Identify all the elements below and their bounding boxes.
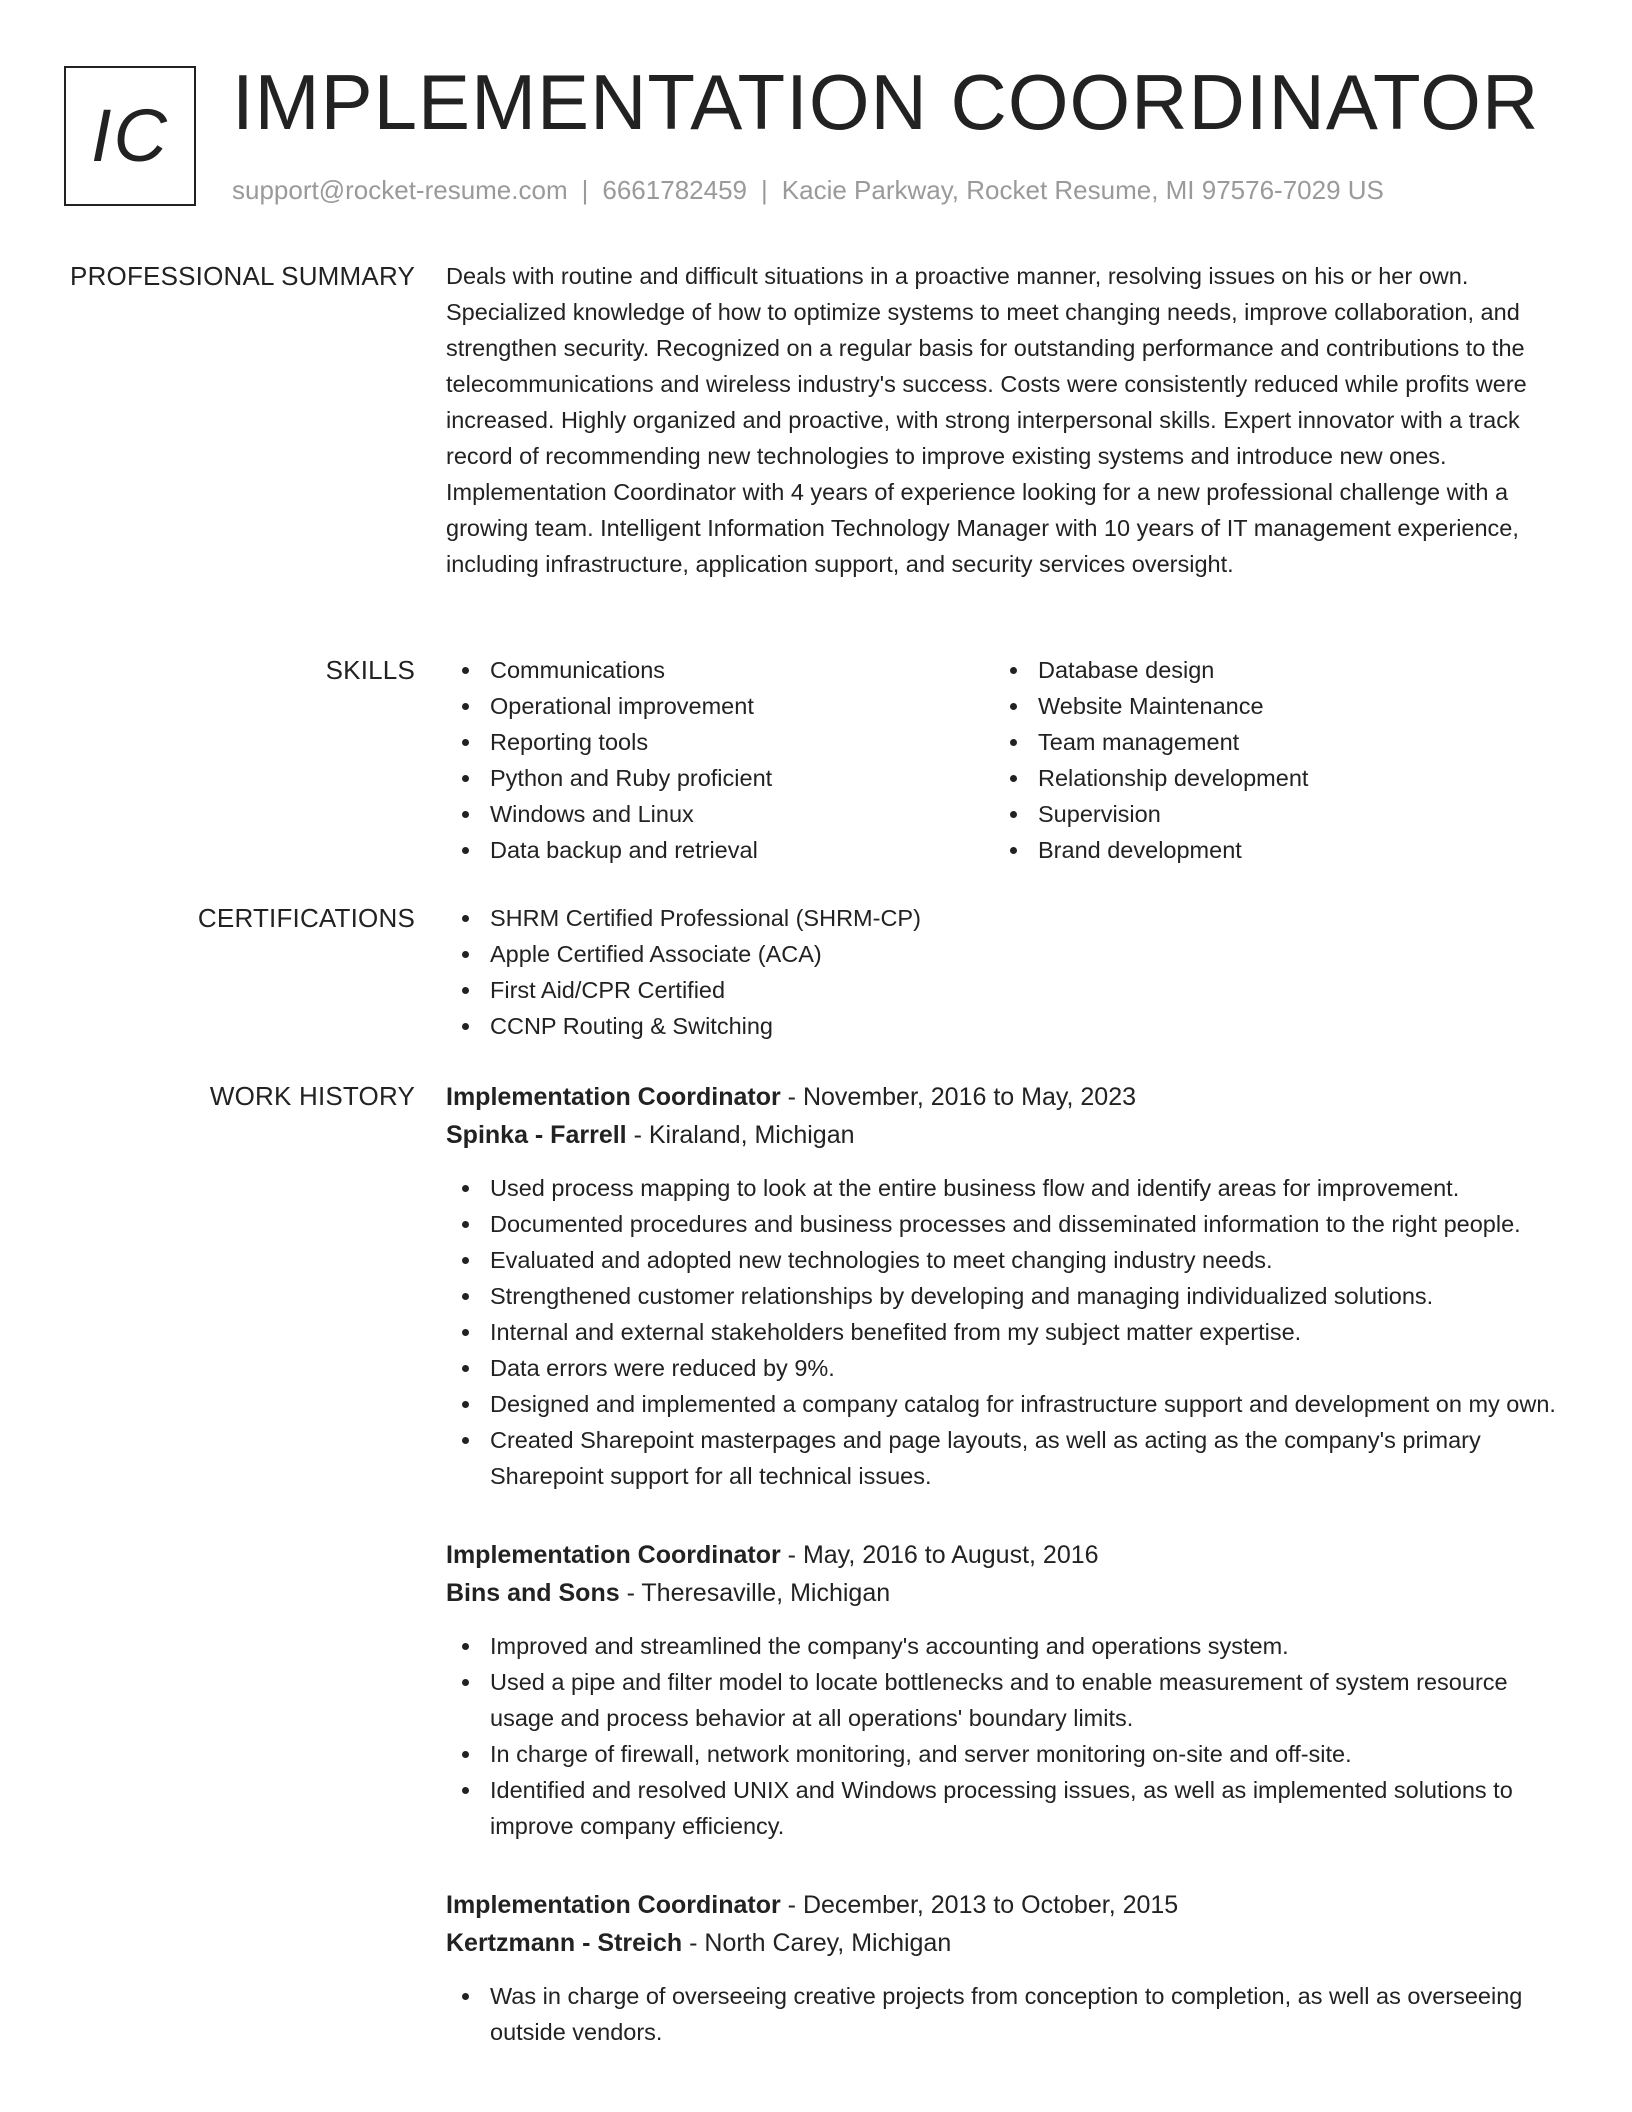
job-title-line (446, 1536, 1566, 1574)
job-bullet: Data errors were reduced by 9%. (446, 1350, 1566, 1386)
skill-item: Relationship development (994, 760, 1542, 796)
skill-item: Reporting tools (446, 724, 994, 760)
section-label-work-history: WORK HISTORY (209, 1081, 415, 1111)
job-bullet: Identified and resolved UNIX and Windows processing issues, as well as implemented solutions to improve company efficiency. (446, 1772, 1566, 1844)
job-bullet: Improved and streamlined the company's accounting and operations system. (446, 1628, 1566, 1664)
job-company-line (446, 1116, 1566, 1154)
job-dates: - November, 2016 to May, 2023 (780, 1083, 1137, 1111)
certifications-list (446, 900, 1566, 1044)
job-bullet: Used process mapping to look at the entire business flow and identify areas for improvement. (446, 1170, 1566, 1206)
job-title-line (446, 1078, 1566, 1116)
contact-email[interactable]: support@rocket-resume.com (232, 175, 568, 205)
job-title: Implementation Coordinator (446, 1083, 781, 1111)
skill-item: Database design (994, 652, 1542, 688)
certifications-body (446, 900, 1566, 1044)
resume-title: IMPLEMENTATION COORDINATOR (232, 58, 1540, 146)
contact-separator: | (761, 175, 768, 205)
skill-item: Data backup and retrieval (446, 832, 994, 868)
skill-item: Team management (994, 724, 1542, 760)
job-company-line (446, 1924, 1566, 1962)
certification-item: Apple Certified Associate (ACA) (446, 936, 1566, 972)
certification-item: First Aid/CPR Certified (446, 972, 1566, 1008)
contact-address: Kacie Parkway, Rocket Resume, MI 97576-7029 US (781, 175, 1384, 205)
contact-separator: | (581, 175, 589, 205)
job-bullet: Internal and external stakeholders benefited from my subject matter expertise. (446, 1314, 1566, 1350)
job-dates: - December, 2013 to October, 2015 (780, 1891, 1179, 1919)
job-bullet: In charge of firewall, network monitoring, and server monitoring on-site and off-site. (446, 1736, 1566, 1772)
job-location: - Kiraland, Michigan (626, 1121, 855, 1149)
job-bullets (446, 1628, 1566, 1844)
job-bullet: Strengthened customer relationships by developing and managing individualized solutions. (446, 1278, 1566, 1314)
job-bullet: Documented procedures and business processes and disseminated information to the right people. (446, 1206, 1566, 1242)
job-company: Bins and Sons (446, 1579, 620, 1607)
job-bullet: Used a pipe and filter model to locate bottlenecks and to enable measurement of system resource usage and process behavior at all operations' boundary limits. (446, 1664, 1566, 1736)
skill-item: Windows and Linux (446, 796, 994, 832)
job-location: - Theresaville, Michigan (619, 1579, 891, 1607)
job-entry (446, 1078, 1566, 1494)
skill-item: Python and Ruby proficient (446, 760, 994, 796)
skill-item: Website Maintenance (994, 688, 1542, 724)
skills-list-left (446, 652, 994, 868)
job-dates: - May, 2016 to August, 2016 (780, 1541, 1099, 1569)
job-company: Spinka - Farrell (446, 1121, 627, 1149)
job-title: Implementation Coordinator (446, 1891, 781, 1919)
section-label-skills: SKILLS (325, 655, 415, 685)
section-label-certifications: CERTIFICATIONS (197, 903, 415, 933)
work-history-body (446, 1078, 1566, 2092)
contact-phone[interactable]: 6661782459 (602, 175, 747, 205)
job-bullets (446, 1978, 1566, 2050)
skill-item: Supervision (994, 796, 1542, 832)
job-company-line (446, 1574, 1566, 1612)
job-bullet: Created Sharepoint masterpages and page layouts, as well as acting as the company's primary Sharepoint support for all technical issues. (446, 1422, 1566, 1494)
job-bullet: Designed and implemented a company catalog for infrastructure support and development on my own. (446, 1386, 1566, 1422)
skills-body (446, 652, 1566, 868)
skills-list-right (994, 652, 1542, 868)
certification-item: SHRM Certified Professional (SHRM-CP) (446, 900, 1566, 936)
job-entry (446, 1536, 1566, 1844)
skill-item: Communications (446, 652, 994, 688)
job-title-line (446, 1886, 1566, 1924)
monogram-box (64, 66, 196, 206)
job-bullet: Evaluated and adopted new technologies to meet changing industry needs. (446, 1242, 1566, 1278)
job-entry (446, 1886, 1566, 2050)
skill-item: Brand development (994, 832, 1542, 868)
job-location: - North Carey, Michigan (682, 1929, 952, 1957)
summary-text: Deals with routine and difficult situations in a proactive manner, resolving issues on his or her own. Specialized knowledge of how to optimize systems to meet changing needs, improve collaboration, and strengthen security. Recognized on a regular basis for outstanding performance and contributions to the telecommunications and wireless industry's success. Costs were consistently reduced while profits were increased. Highly organized and proactive, with strong interpersonal skills. Expert innovator with a track record of recommending new technologies to improve existing systems and introduce new ones. Implementation Coordinator with 4 years of experience looking for a new professional challenge with a growing team. Intelligent Information Technology Manager with 10 years of IT management experience, including infrastructure, application support, and security services oversight. (446, 263, 1527, 577)
job-bullet: Was in charge of overseeing creative projects from conception to completion, as well as overseeing outside vendors. (446, 1978, 1566, 2050)
job-company: Kertzmann - Streich (446, 1929, 683, 1957)
section-label-summary: PROFESSIONAL SUMMARY (70, 261, 415, 291)
monogram-initials: IC (91, 94, 169, 177)
job-title: Implementation Coordinator (446, 1541, 781, 1569)
contact-line (232, 172, 1384, 208)
summary-body (446, 258, 1566, 582)
job-bullets (446, 1170, 1566, 1494)
certification-item: CCNP Routing & Switching (446, 1008, 1566, 1044)
skill-item: Operational improvement (446, 688, 994, 724)
